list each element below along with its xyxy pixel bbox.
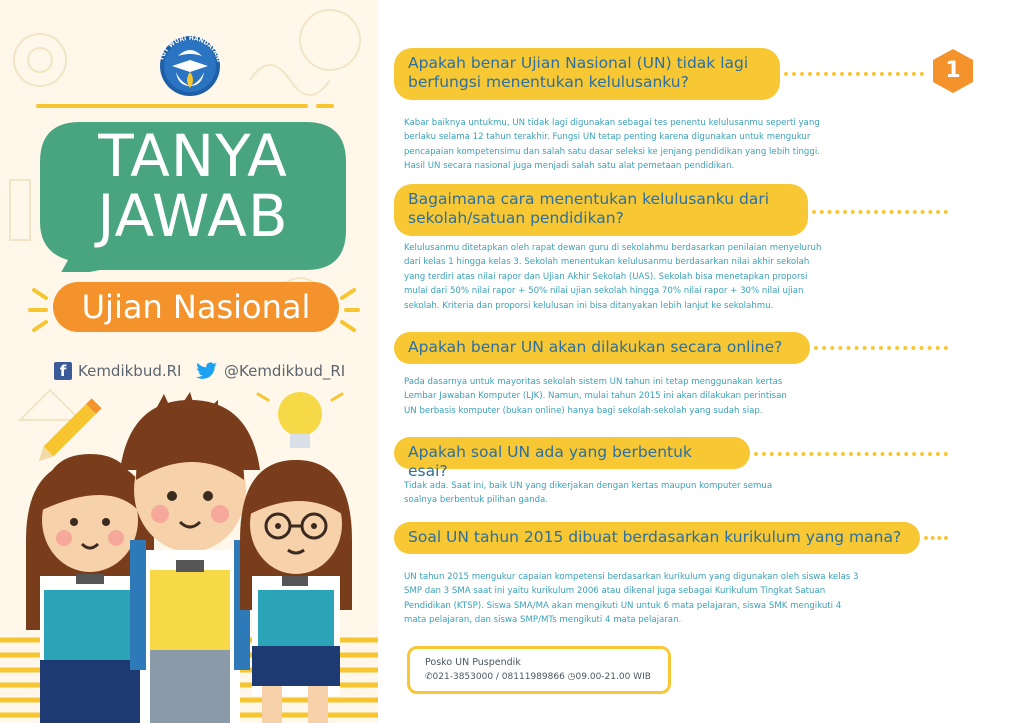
- question-2: Bagaimana cara menentukan kelulusanku dari sekolah/satuan pendidikan?: [394, 184, 808, 236]
- question-4-dots: [754, 452, 948, 460]
- contact-details: [425, 670, 668, 684]
- facebook-icon: f: [54, 362, 72, 380]
- question-5: Soal UN tahun 2015 dibuat berdasarkan kurikulum yang mana?: [394, 522, 920, 554]
- answer-1: Kabar baiknya untukmu, UN tidak lagi digunakan sebagai tes penentu kelulusanmu seperti yang berlaku selama 12 tahun terakhir. Fungsi UN tetap penting karena digunakan untuk mengukur pencapaian kompetensimu dan salah satu dasar seleksi ke jenjang pendidikan yang lebih tinggi. Hasil UN secara nasional juga menjadi salah satu alat pemetaan pendidikan.: [404, 118, 820, 172]
- answer-2: Kelulusanmu ditetapkan oleh rapat dewan guru di sekolahmu berdasarkan penilaian menyeluruh dari kelas 1 hingga kelas 3. Sekolah menentukan kelulusanmu berdasarkan nilai akhir sekolah yang terdiri atas nilai rapor dan Ujian Akhir Sekolah (UAS). Sekolah bisa menetapkan proporsi mulai dari 50% nilai rapor + 50% nilai ujian sekolah hingga 70% nilai rapor + 30% nilai ujian sekolah. Kriteria dan proporsi kelulusan ini bisa ditanyakan lebih lanjut ke sekolahmu.: [404, 243, 822, 311]
- facebook-handle[interactable]: [54, 362, 181, 380]
- question-2-dots: [812, 210, 948, 218]
- contact-phones[interactable]: 021-3853000 / 08111989866: [432, 672, 565, 682]
- question-3: Apakah benar UN akan dilakukan secara online?: [394, 332, 810, 364]
- subtitle-badge: Ujian Nasional: [53, 282, 339, 332]
- page-title: TANYA JAWAB: [97, 122, 289, 250]
- contact-title: Posko UN Puspendik: [425, 657, 521, 668]
- twitter-icon: [196, 362, 218, 380]
- question-4: Apakah soal UN ada yang berbentuk esai?: [394, 437, 750, 469]
- facebook-handle-text: Kemdikbud.RI: [78, 362, 182, 380]
- phone-icon: ✆: [425, 672, 433, 682]
- page-number: 1: [945, 58, 961, 83]
- answer-5: UN tahun 2015 mengukur capaian kompetensi berdasarkan kurikulum yang digunakan oleh siswa kelas 3 SMP dan 3 SMA saat ini yaitu kurikulum 2006 atau dikenal juga sebagai Kurikulum Tingkat Satuan Pendidikan (KTSP). Siswa SMA/MA akan mengikuti UN untuk 6 mata pelajaran, siswa SMK mengikuti 4 mata pelajaran, dan siswa SMP/MTs mengikuti 4 mata pelajaran.: [404, 572, 859, 626]
- logo-motto: TUT WURI HANDAYANI: [158, 34, 223, 63]
- top-divider-left: [36, 104, 308, 108]
- answer-4: Tidak ada. Saat ini, baik UN yang dikerjakan dengan kertas maupun komputer semua soalnya berbentuk pilihan ganda.: [404, 481, 773, 506]
- answer-3: Pada dasarnya untuk mayoritas sekolah sistem UN tahun ini tetap menggunakan kertas Lembar Jawaban Komputer (LJK). Namun, mulai tahun 2015 ini akan dilakukan perintisan UN berbasis komputer (bukan online) hanya bagi sekolah-sekolah yang sudah siap.: [404, 377, 787, 416]
- kemdikbud-logo-icon: [148, 28, 232, 98]
- question-5-dots: [924, 536, 948, 544]
- students-illustration: [0, 390, 378, 723]
- question-3-dots: [814, 346, 948, 354]
- clock-icon: ◷: [567, 672, 576, 682]
- top-divider-right: [316, 104, 334, 108]
- question-1: Apakah benar Ujian Nasional (UN) tidak lagi berfungsi menentukan kelulusanku?: [394, 48, 780, 100]
- left-panel: [0, 0, 378, 723]
- question-1-dots: [784, 72, 924, 80]
- contact-box: [407, 646, 671, 694]
- twitter-handle[interactable]: [196, 362, 345, 380]
- contact-hours: 09.00-21.00 WIB: [575, 672, 651, 682]
- twitter-handle-text: @Kemdikbud_RI: [224, 362, 346, 380]
